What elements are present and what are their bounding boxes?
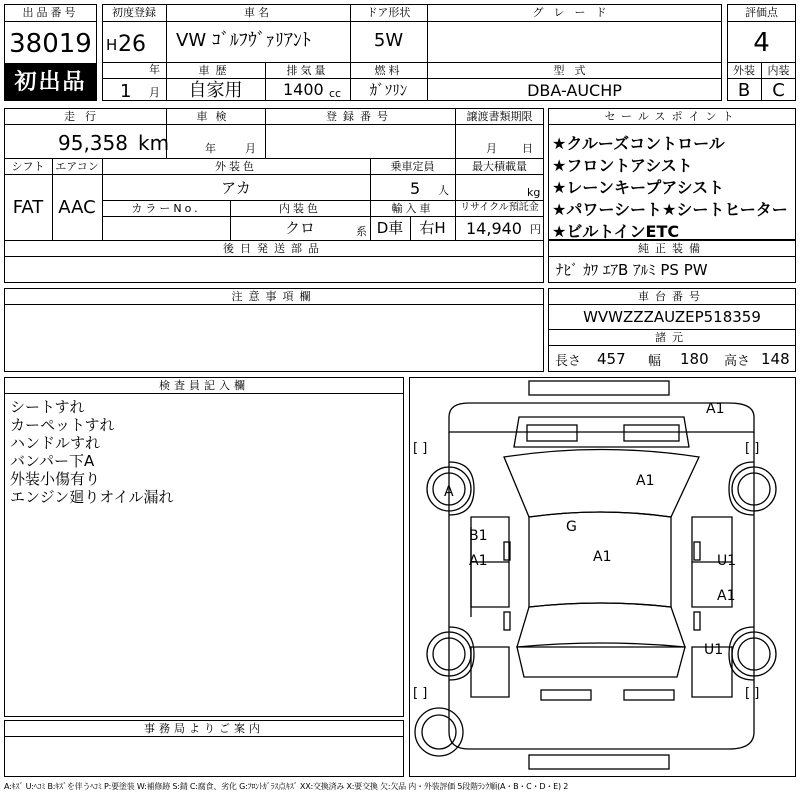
- specs-label: 諸元: [655, 331, 689, 344]
- width: 180: [680, 350, 709, 368]
- damage-mark: A1: [706, 401, 725, 417]
- model-label: 車名: [244, 6, 272, 19]
- first-listing-badge: 初出品: [4, 64, 97, 101]
- bracket-marker: [ ]: [745, 686, 760, 701]
- inspector-note: ハンドルすれ: [10, 434, 101, 452]
- legend: A:ｷｽﾞ U:ﾍｺﾐ B:ｷｽﾞを伴うﾍｺﾐ P:要塗装 W:補修跡 S:錆 C:腐食、劣化 G:ﾌﾛﾝﾄｶﾞﾗｽ点ｷｽﾞ XX:交換済み X:要交換 欠:欠品 内・外装評価 5段階ﾗﾝｸ順(A・B・C・D・E) 2: [4, 782, 569, 791]
- inspector-note: カーペットすれ: [10, 416, 115, 434]
- inspection-month-unit: 月: [245, 142, 256, 155]
- fuel-label: 燃料: [374, 64, 403, 77]
- bracket-marker: [ ]: [413, 686, 428, 701]
- interior-grade-label: 内装: [767, 64, 790, 77]
- transfer-month-unit: 月: [486, 142, 497, 155]
- model-name: VW ｺﾞﾙﾌｳﾞｧﾘｱﾝﾄ: [176, 30, 311, 51]
- mileage: 95,358: [58, 131, 128, 155]
- inspector-note: エンジン廻りオイル漏れ: [10, 488, 174, 506]
- displacement: 1400: [283, 80, 324, 99]
- inspector-note: シートすれ: [10, 398, 85, 416]
- inspector-note: バンパー下A: [10, 452, 95, 470]
- aircon-label: エアコン: [55, 160, 99, 173]
- registration-month: 1: [120, 81, 132, 102]
- inspection-label: 車検: [196, 110, 235, 123]
- max-load-label: 最大積載量: [472, 160, 527, 173]
- transfer-deadline-label: 譲渡書類期限: [466, 110, 533, 123]
- seating-capacity: 5: [410, 179, 421, 198]
- type-label: 型式: [553, 64, 596, 77]
- history-label: 車歴: [198, 64, 233, 77]
- year-unit: 年: [149, 63, 160, 76]
- color-number-label: カラーNo.: [131, 202, 201, 215]
- grade-label: グレード: [532, 6, 617, 19]
- bracket-marker: [ ]: [745, 441, 760, 456]
- chassis-number-label: 車台番号: [638, 290, 706, 303]
- exterior-grade-label: 外装: [733, 64, 755, 77]
- interior-color: クロ: [284, 219, 315, 237]
- car-diagram: [409, 377, 796, 777]
- exterior-color: アカ: [221, 179, 251, 197]
- lot-number-label: 出品番号: [22, 6, 79, 19]
- interior-color-label: 内装色: [279, 202, 321, 215]
- doors-label: ドア形状: [366, 6, 411, 19]
- load-unit: kg: [527, 186, 541, 199]
- recycle-deposit: 14,940: [466, 219, 522, 238]
- length-label: 長さ: [555, 354, 582, 369]
- registration-number-label: 登録番号: [326, 110, 394, 123]
- length: 457: [597, 350, 626, 368]
- mileage-unit: km: [138, 131, 170, 155]
- fuel-type: ｶﾞｿﾘﾝ: [369, 81, 408, 99]
- interior-grade: C: [772, 80, 785, 101]
- inspector-label: 検査員記入欄: [159, 379, 249, 392]
- damage-mark: A1: [717, 588, 736, 604]
- overall-score: 4: [753, 28, 770, 58]
- sales-point: ★クルーズコントロール: [552, 134, 725, 153]
- later-parts-label: 後日発送部品: [223, 242, 325, 255]
- registration-year: 26: [118, 32, 146, 57]
- damage-mark: B1: [469, 528, 488, 544]
- door-type: 5W: [373, 30, 404, 51]
- transfer-day-unit: 日: [522, 142, 533, 155]
- displacement-unit: cc: [329, 87, 342, 100]
- era: H: [106, 36, 118, 54]
- cautions-label: 注意事項欄: [231, 290, 317, 303]
- shift-label: シフト: [11, 160, 45, 173]
- sales-point: ★ビルトインETC: [552, 222, 680, 241]
- factory-equipment: ﾅﾋﾞ ｶﾜ ｴｱB ｱﾙﾐ PS PW: [556, 261, 708, 279]
- interior-color-suffix: 系: [356, 225, 367, 238]
- exterior-grade: B: [737, 80, 751, 101]
- height-label: 高さ: [724, 354, 751, 369]
- damage-mark: A1: [636, 473, 655, 489]
- import-type: D車: [376, 219, 404, 237]
- height: 148: [761, 350, 790, 368]
- damage-mark: A: [444, 484, 454, 500]
- equipment-label: 純正装備: [638, 242, 706, 255]
- score-label: 評価点: [745, 6, 778, 19]
- aircon-type: AAC: [58, 197, 96, 218]
- capacity-label: 乗車定員: [390, 160, 435, 173]
- damage-mark: U1: [717, 553, 737, 569]
- width-label: 幅: [648, 354, 662, 369]
- shift-type: FAT: [12, 197, 44, 218]
- chassis-number: WVWZZZAUZEP518359: [583, 308, 761, 326]
- lot-number: 38019: [9, 29, 92, 59]
- capacity-unit: 人: [438, 184, 449, 197]
- damage-mark: G: [566, 519, 577, 535]
- sales-point: ★フロントアシスト: [552, 156, 693, 175]
- sales-points-label: セールスポイント: [604, 110, 740, 123]
- damage-mark: A1: [469, 553, 488, 569]
- bracket-marker: [ ]: [413, 441, 428, 456]
- damage-mark: U1: [704, 642, 724, 658]
- model-type: DBA-AUCHP: [527, 81, 622, 100]
- damage-mark: A1: [593, 549, 612, 565]
- sales-point: ★パワーシート★シートヒーター: [552, 200, 788, 219]
- vehicle-history: 自家用: [188, 80, 243, 101]
- recycle-deposit-label: リサイクル預託金: [460, 202, 539, 213]
- inspector-note: 外装小傷有り: [10, 470, 101, 488]
- sales-point: ★レーンキープアシスト: [552, 178, 725, 197]
- steering-side: 右H: [419, 219, 446, 237]
- first-registration-label: 初度登録: [112, 6, 156, 19]
- exterior-color-label: 外装色: [215, 160, 257, 173]
- office-label: 事務局よりご案内: [144, 722, 264, 735]
- recycle-unit: 円: [530, 223, 541, 236]
- inspection-year-unit: 年: [205, 142, 216, 155]
- month-unit: 月: [149, 86, 160, 99]
- displacement-label: 排気量: [286, 64, 329, 77]
- mileage-label: 走行: [64, 110, 106, 123]
- import-label: 輸入車: [391, 202, 434, 215]
